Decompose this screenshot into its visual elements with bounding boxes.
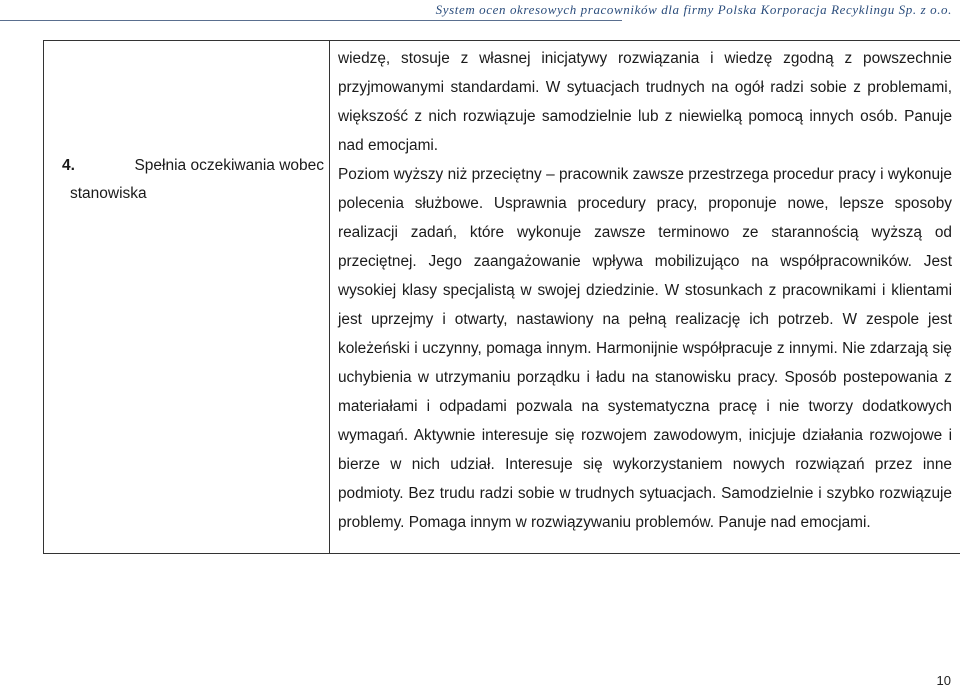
criterion-label-continuation: stanowiska: [70, 185, 147, 202]
criterion-label: Spełnia oczekiwania wobec: [134, 157, 324, 174]
header-divider: [0, 20, 622, 21]
description-cell: [330, 41, 960, 554]
evaluation-table: [43, 40, 960, 554]
document-title: System ocen okresowych pracowników dla firmy Polska Korporacja Recyklingu Sp. z o.o.: [435, 2, 952, 17]
criterion-cell: [44, 41, 330, 554]
criterion-heading: [62, 157, 324, 175]
page-header: [0, 0, 960, 22]
criterion-number: 4.: [62, 157, 75, 174]
criterion-description: Poziom wyższy niż przeciętny – pracownik zawsze przestrzega procedur pracy i wykonuje polecenia służbowe. Usprawnia procedury pracy, proponuje nowe, lepsze sposoby realizacji zadań, które wykonuje zawsze terminowo ze starannością wyższą od przeciętnej. Jego zaangażowanie wpływa mobilizująco na współpracowników. Jest wysokiej klasy specjalistą w swojej dziedzinie. W stosunkach z pracownikami i klientami jest uprzejmy i otwarty, nastawiony na pełną realizację ich potrzeb. W zespole jest koleżeński i uczynny, pomaga innym. Harmonijnie współpracuje z innymi. Nie zdarzają się uchybienia w utrzymaniu porządku i ładu na stanowisku pracy. Sposób postepowania z materiałami i odpadami pozwala na systematyczna pracę i nie tworzy dodatkowych wymagań. Aktywnie interesuje się rozwojem zawodowym, inicjuje działania rozwojowe i bierze w nich udział. Interesuje się wykorzystaniem nowych rozwiązań przez inne podmioty. Bez trudu radzi sobie w trudnych sytuacjach. Samodzielnie i szybko rozwiązuje problemy. Pomaga innym w rozwiązywaniu problemów. Panuje nad emocjami.: [338, 166, 952, 531]
previous-level-description: wiedzę, stosuje z własnej inicjatywy rozwiązania i wiedzę zgodną z powszechnie przyjmowanymi standardami. W sytuacjach trudnych na ogół radzi sobie z problemami, większość z nich rozwiązuje samodzielnie lub z niewielką pomocą innych osób. Panuje nad emocjami.: [338, 50, 952, 154]
page-number: 10: [936, 673, 951, 688]
table-row: [44, 41, 960, 554]
